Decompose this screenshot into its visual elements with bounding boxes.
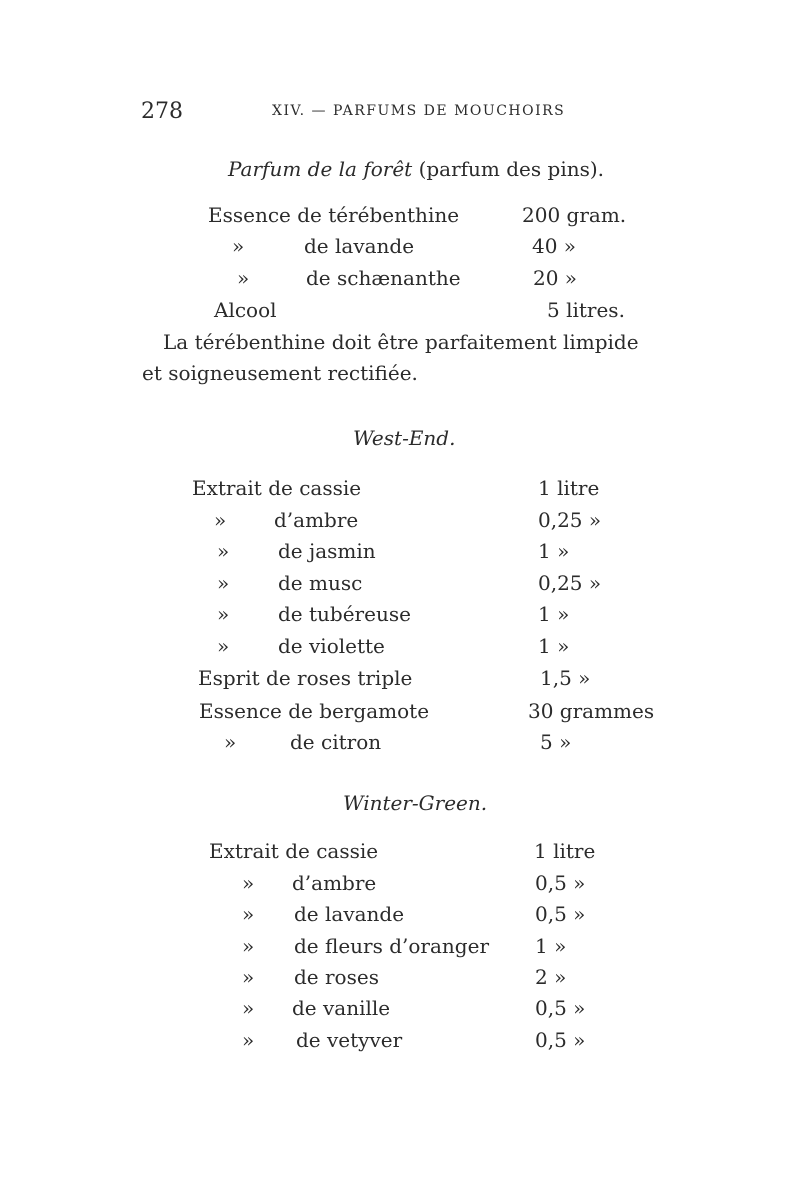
recipe-title-plain: (parfum des pins). xyxy=(418,157,605,181)
note-line: et soigneusement rectifiée. xyxy=(142,361,418,385)
ingredient-qty: 1,5 » xyxy=(540,666,591,690)
ingredient-name: de lavande xyxy=(304,234,415,258)
ingredient-qty: 1 litre xyxy=(538,476,600,500)
ingredient-qty: 0,5 » xyxy=(535,902,586,926)
ingredient-name: de violette xyxy=(278,634,385,658)
ingredient-name: de schænanthe xyxy=(306,266,461,290)
recipe-title-west-end: West-End. xyxy=(353,426,456,450)
ingredient-name: Essence de bergamote xyxy=(199,699,430,723)
ingredient-qty: 5 litres. xyxy=(547,298,625,322)
ingredient-name: de tubéreuse xyxy=(278,602,411,626)
ingredient-name: Essence de térébenthine xyxy=(208,203,460,227)
ingredient-name: Extrait de cassie xyxy=(209,839,379,863)
ditto-mark: » xyxy=(217,571,230,595)
ingredient-qty: 0,5 » xyxy=(535,1028,586,1052)
ditto-mark: » xyxy=(232,234,245,258)
ditto-mark: » xyxy=(242,934,255,958)
ingredient-name: de roses xyxy=(294,965,379,989)
ingredient-qty: 1 » xyxy=(538,539,570,563)
ingredient-qty: 40 » xyxy=(532,234,577,258)
ditto-mark: » xyxy=(242,1028,255,1052)
recipe-title-winter-green: Winter-Green. xyxy=(343,791,488,815)
ingredient-name: de vanille xyxy=(292,996,391,1020)
recipe-title-foret xyxy=(228,157,604,181)
ingredient-name: de citron xyxy=(290,730,382,754)
ingredient-qty: 30 grammes xyxy=(528,699,655,723)
ingredient-qty: 1 » xyxy=(538,602,570,626)
ingredient-qty: 5 » xyxy=(540,730,572,754)
ingredient-qty: 200 gram. xyxy=(522,203,627,227)
ingredient-qty: 20 » xyxy=(533,266,578,290)
running-title: XIV. — PARFUMS DE MOUCHOIRS xyxy=(272,103,566,119)
ingredient-name: Alcool xyxy=(214,298,277,322)
ingredient-qty: 0,5 » xyxy=(535,871,586,895)
ditto-mark: » xyxy=(242,996,255,1020)
ingredient-qty: 0,25 » xyxy=(538,571,602,595)
note-line: La térébenthine doit être parfaitement limpide xyxy=(163,330,639,354)
ingredient-name: de jasmin xyxy=(278,539,376,563)
ingredient-qty: 1 litre xyxy=(534,839,596,863)
ingredient-qty: 0,5 » xyxy=(535,996,586,1020)
ingredient-name: de musc xyxy=(278,571,363,595)
ditto-mark: » xyxy=(214,508,227,532)
ditto-mark: » xyxy=(217,539,230,563)
ingredient-qty: 1 » xyxy=(538,634,570,658)
ingredient-qty: 1 » xyxy=(535,934,567,958)
page-number: 278 xyxy=(141,99,183,124)
ingredient-qty: 2 » xyxy=(535,965,567,989)
ingredient-name: Esprit de roses triple xyxy=(198,666,413,690)
ditto-mark: » xyxy=(242,871,255,895)
ingredient-name: de vetyver xyxy=(296,1028,403,1052)
ditto-mark: » xyxy=(217,634,230,658)
ditto-mark: » xyxy=(242,965,255,989)
ingredient-name: d’ambre xyxy=(274,508,359,532)
ditto-mark: » xyxy=(237,266,250,290)
ingredient-name: d’ambre xyxy=(292,871,377,895)
ditto-mark: » xyxy=(242,902,255,926)
ingredient-name: de fleurs d’oranger xyxy=(294,934,489,958)
ditto-mark: » xyxy=(224,730,237,754)
ingredient-name: de lavande xyxy=(294,902,405,926)
ditto-mark: » xyxy=(217,602,230,626)
recipe-title-italic: Parfum de la forêt xyxy=(228,157,413,181)
ingredient-name: Extrait de cassie xyxy=(192,476,362,500)
ingredient-qty: 0,25 » xyxy=(538,508,602,532)
